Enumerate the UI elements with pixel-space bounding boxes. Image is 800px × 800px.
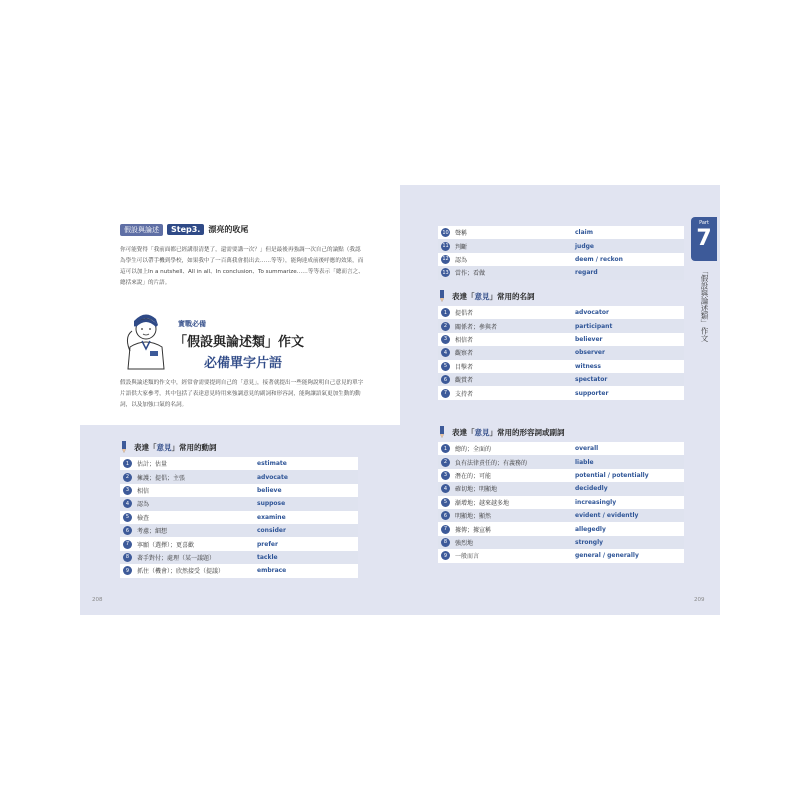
adjectives-section-title: 表達「意見」常用的形容詞或副詞 xyxy=(438,425,684,439)
item-number-badge: 2 xyxy=(123,473,132,482)
english-word: strongly xyxy=(575,538,604,546)
english-word: prefer xyxy=(257,540,278,548)
chinese-meaning: 目擊者 xyxy=(455,363,474,371)
english-word: advocator xyxy=(575,309,609,317)
vocab-row xyxy=(120,551,358,564)
english-word: liable xyxy=(575,458,594,466)
item-number-badge: 4 xyxy=(123,499,132,508)
vocab-row xyxy=(438,536,684,549)
english-word: potential / potentially xyxy=(575,471,649,479)
vocab-row xyxy=(438,482,684,495)
english-word: increasingly xyxy=(575,498,617,506)
english-word: deem / reckon xyxy=(575,255,623,263)
item-number-badge: 5 xyxy=(441,498,450,507)
vocab-row xyxy=(438,509,684,522)
item-number-badge: 5 xyxy=(123,513,132,522)
adjectives-table xyxy=(438,442,684,563)
chinese-meaning: 觀賞者 xyxy=(455,377,474,385)
page-number-left: 208 xyxy=(92,597,103,603)
page-number-right: 209 xyxy=(694,597,705,603)
vocab-row xyxy=(438,319,684,332)
vocab-row xyxy=(438,253,684,266)
vocab-row xyxy=(438,266,684,279)
vocab-row xyxy=(120,511,358,524)
chinese-meaning: 檢查 xyxy=(137,514,150,522)
item-number-badge: 1 xyxy=(441,444,450,453)
vocab-row xyxy=(438,333,684,346)
item-number-badge: 5 xyxy=(441,362,450,371)
english-word: believe xyxy=(257,486,282,494)
item-number-badge: 11 xyxy=(442,243,449,250)
item-number-badge: 6 xyxy=(441,511,450,520)
english-word: claim xyxy=(575,229,593,237)
english-word: advocate xyxy=(257,473,288,481)
student-illustration xyxy=(120,307,170,371)
part-number: 7 xyxy=(696,226,712,251)
item-number-badge: 9 xyxy=(441,551,450,560)
english-word: suppose xyxy=(257,500,286,508)
vocab-row xyxy=(120,484,358,497)
english-word: observer xyxy=(575,349,605,357)
chinese-meaning: 觀察者 xyxy=(455,350,474,358)
chinese-meaning: 強烈地 xyxy=(455,539,474,547)
english-word: overall xyxy=(575,445,599,453)
book-spread xyxy=(80,185,720,615)
chinese-meaning: 潛在的；可能 xyxy=(455,472,492,480)
chinese-meaning: 相信 xyxy=(137,487,150,495)
chapter-title-vertical: 「假設與論述類」作文 xyxy=(700,267,709,342)
item-number-badge: 4 xyxy=(441,348,450,357)
item-number-badge: 6 xyxy=(441,375,450,384)
english-word: regard xyxy=(575,269,598,277)
vocab-row xyxy=(438,346,684,359)
english-word: evident / evidently xyxy=(575,512,639,520)
english-word: tackle xyxy=(257,553,278,561)
nouns-table xyxy=(438,306,684,400)
headline-kicker: 實戰必備 xyxy=(178,320,206,328)
item-number-badge: 3 xyxy=(123,486,132,495)
chinese-meaning: 關係者；參與者 xyxy=(455,323,498,331)
verbs-table xyxy=(120,457,358,578)
step-tag: 假設與論述 xyxy=(120,224,163,236)
vocab-row xyxy=(438,549,684,562)
vocab-row xyxy=(438,522,684,535)
item-number-badge: 3 xyxy=(441,335,450,344)
vocab-row xyxy=(438,373,684,386)
chinese-meaning: 當作；看做 xyxy=(455,270,486,278)
english-word: estimate xyxy=(257,460,287,468)
item-number-badge: 1 xyxy=(123,459,132,468)
chinese-meaning: 判斷 xyxy=(455,243,468,251)
vocab-row xyxy=(438,455,684,468)
english-word: judge xyxy=(575,242,594,250)
intro-paragraph: 你可能覺得「我前面都已經講很清楚了，還需要講一次？」但是最後再強調一次自己的論點（我認為學生可以帶手機到學校，如果我中了一百萬我會捐出去……等等），能夠達成前後呼應的效果，而這可以加上In a nutshell、All in all、In conclusion、To summarize……等等表示「總而言之、總括來說」的片語。 xyxy=(120,247,364,286)
chinese-meaning: 提倡者 xyxy=(455,310,474,318)
item-number-badge: 6 xyxy=(123,526,132,535)
vocab-row xyxy=(438,239,684,252)
item-number-badge: 7 xyxy=(441,389,450,398)
chinese-meaning: 總的；全面的 xyxy=(455,446,492,454)
vocab-row xyxy=(120,564,358,577)
vocab-row xyxy=(438,469,684,482)
pencil-icon xyxy=(120,440,130,454)
english-word: examine xyxy=(257,513,286,521)
item-number-badge: 13 xyxy=(442,269,449,276)
item-number-badge: 7 xyxy=(441,525,450,534)
nouns-section-title: 表達「意見」常用的名詞 xyxy=(438,289,684,303)
english-word: decidedly xyxy=(575,485,608,493)
chinese-meaning: 支持者 xyxy=(455,390,474,398)
item-number-badge: 2 xyxy=(441,458,450,467)
vocab-intro-paragraph: 假設與論述類的作文中，經常會需要提到自己的「意見」，接著就提出一些能夠說明自己意見的單字片語供大家參考，其中包括了表達意見時用來強調意見的副詞和形容詞，能夠讓語氣更加生動的動詞，以及加強口氣的名詞。 xyxy=(120,380,364,408)
english-word: spectator xyxy=(575,376,608,384)
chinese-meaning: 估計；估量 xyxy=(137,461,168,469)
chinese-meaning: 擁護；提倡；主張 xyxy=(137,474,186,482)
pencil-icon xyxy=(438,425,448,439)
item-number-badge: 9 xyxy=(123,566,132,575)
item-number-badge: 12 xyxy=(442,256,449,263)
chinese-meaning: 明顯地；顯然 xyxy=(455,513,492,521)
chinese-meaning: 寧願（選擇）；更喜歡 xyxy=(137,541,195,549)
item-number-badge: 7 xyxy=(123,540,132,549)
item-number-badge: 4 xyxy=(441,484,450,493)
chinese-meaning: 聲稱 xyxy=(455,230,468,238)
item-number-badge: 3 xyxy=(441,471,450,480)
chinese-meaning: 據傳；據宣稱 xyxy=(455,526,492,534)
nouns-section xyxy=(438,289,684,400)
chinese-meaning: 一般而言 xyxy=(455,553,480,561)
item-number-badge: 2 xyxy=(441,322,450,331)
chinese-meaning: 著手對付；處理（某一議題） xyxy=(137,554,216,562)
english-word: embrace xyxy=(257,567,287,575)
pencil-icon xyxy=(438,289,448,303)
headline-title: 「假設與論述類」作文 xyxy=(174,335,305,350)
verbs-section-title: 表達「意見」常用的動詞 xyxy=(120,440,358,454)
part-label: Part xyxy=(699,220,709,226)
vocab-row xyxy=(120,537,358,550)
step-number: Step3. xyxy=(167,224,204,235)
chinese-meaning: 確切地；明顯地 xyxy=(455,486,498,494)
section-headline xyxy=(174,319,364,371)
vocab-row xyxy=(120,524,358,537)
english-word: witness xyxy=(575,362,601,370)
item-number-badge: 8 xyxy=(441,538,450,547)
vocab-row xyxy=(438,442,684,455)
english-word: consider xyxy=(257,527,286,535)
verbs-continued-section xyxy=(438,223,684,280)
vocab-row xyxy=(120,497,358,510)
vocab-row xyxy=(438,496,684,509)
english-word: general / generally xyxy=(575,552,639,560)
vocab-row xyxy=(120,457,358,470)
english-word: allegedly xyxy=(575,525,606,533)
adjectives-section xyxy=(438,425,684,563)
chinese-meaning: 漸增地；越來越多地 xyxy=(455,499,510,507)
item-number-badge: 8 xyxy=(123,553,132,562)
step-title: 漂亮的收尾 xyxy=(208,225,249,234)
vocab-row xyxy=(120,470,358,483)
headline-subtitle: 必備單字片語 xyxy=(204,356,283,371)
chinese-meaning: 相信者 xyxy=(455,336,474,344)
chinese-meaning: 認為 xyxy=(455,256,468,264)
verbs-section xyxy=(120,440,358,578)
vocab-row xyxy=(438,226,684,239)
item-number-badge: 1 xyxy=(441,308,450,317)
chinese-meaning: 負有法律責任的；有義務的 xyxy=(455,459,528,467)
item-number-badge: 10 xyxy=(442,229,449,236)
chinese-meaning: 抓住（機會）；欣然接受（提議） xyxy=(137,568,225,576)
vocab-row xyxy=(438,386,684,399)
part-tab xyxy=(691,217,717,261)
verbs-continued-table xyxy=(438,226,684,280)
english-word: believer xyxy=(575,335,603,343)
vocab-row xyxy=(438,360,684,373)
chinese-meaning: 考慮；細想 xyxy=(137,528,168,536)
step-header xyxy=(120,223,248,236)
english-word: participant xyxy=(575,322,613,330)
vocab-row xyxy=(438,306,684,319)
english-word: supporter xyxy=(575,389,609,397)
chinese-meaning: 認為 xyxy=(137,501,150,509)
